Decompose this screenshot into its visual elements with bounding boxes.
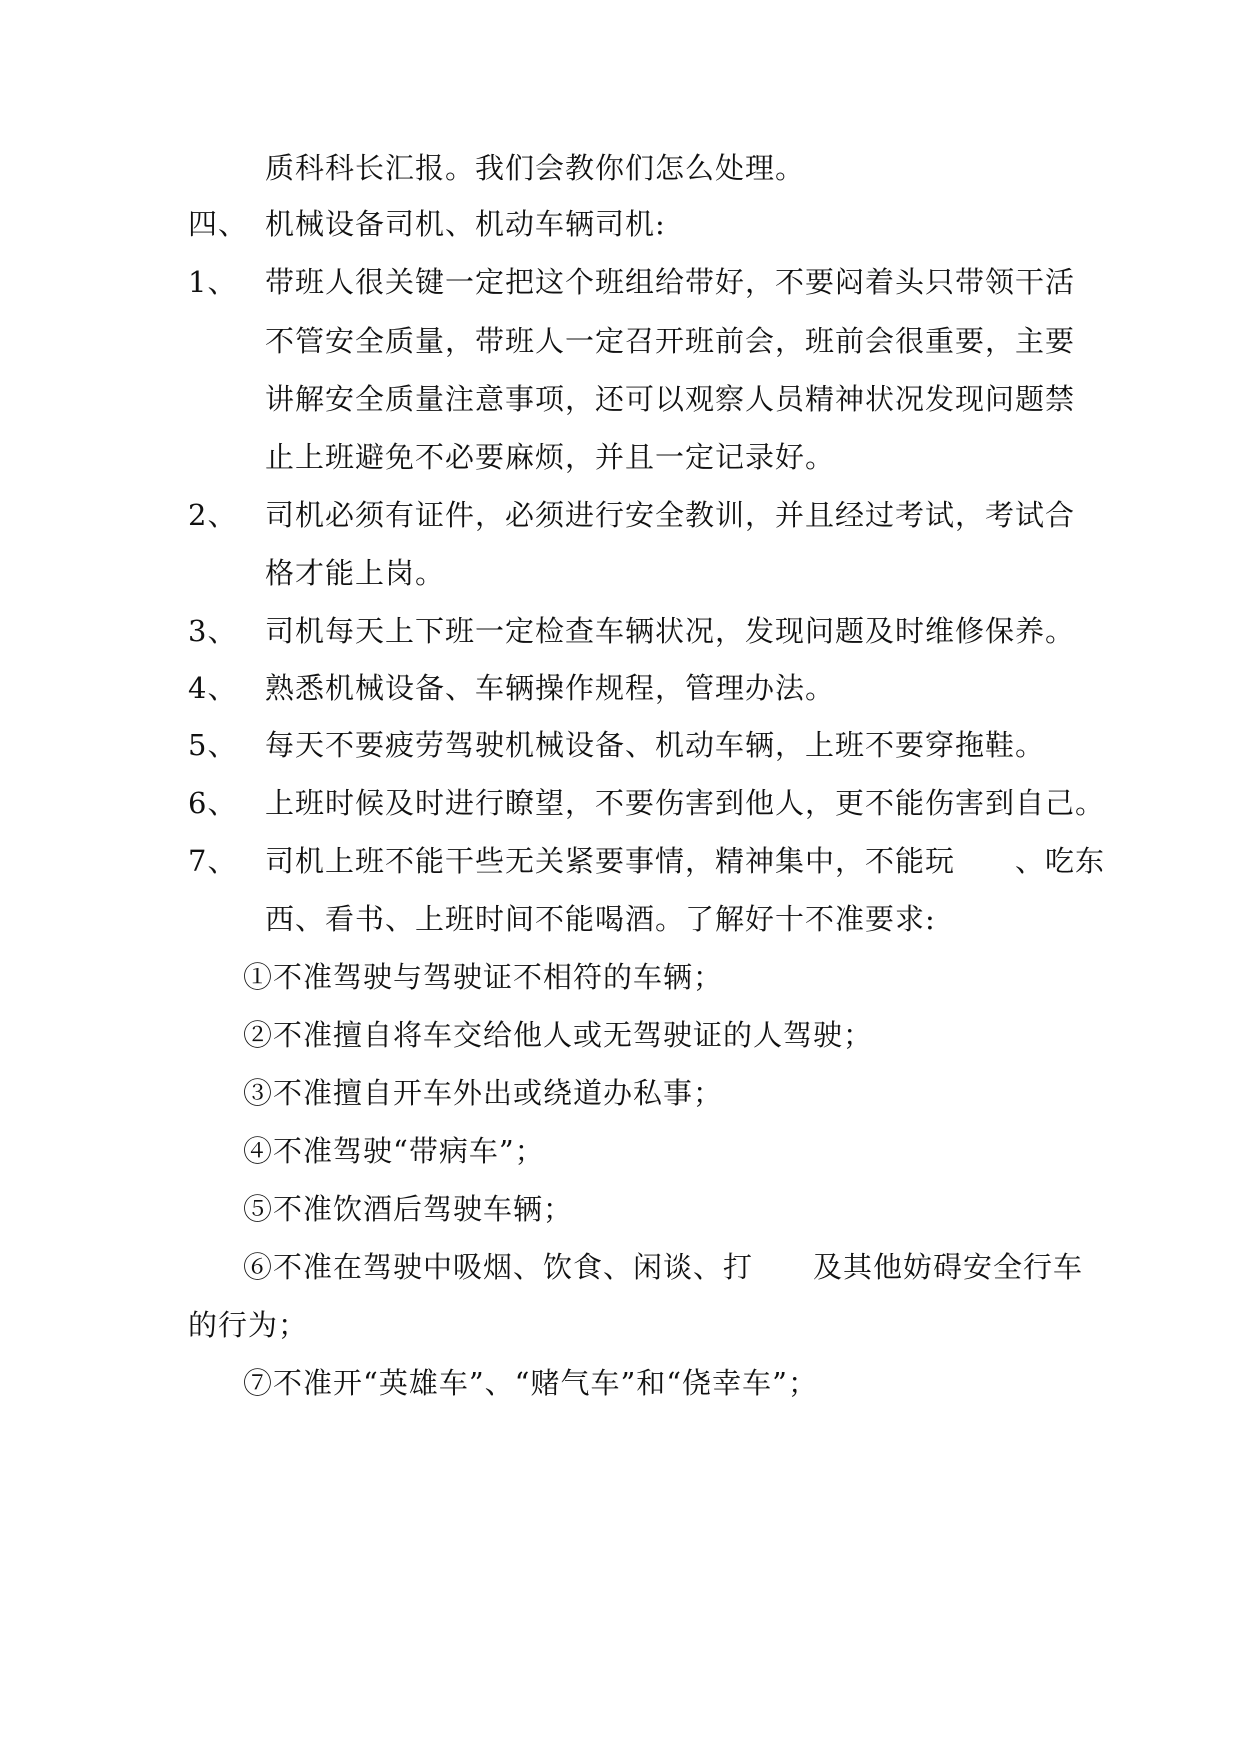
item-number: 5、 [188,728,238,762]
rule-item [243,957,723,997]
list-item-continuation [265,379,1075,419]
item-text: 止上班避免不必要麻烦，并且一定记录好。 [265,440,836,474]
rule-item [243,1247,1083,1287]
rule-text: ④不准驾驶“带病车”； [243,1134,545,1168]
rule-item [243,1363,818,1403]
rule-text: ⑥不准在驾驶中吸烟、饮食、闲谈、打 及其他妨碍安全行车 [243,1250,1084,1284]
rule-item [243,1073,723,1113]
paragraph-line [265,148,805,188]
rule-text: ②不准擅自将车交给他人或无驾驶证的人驾驶； [243,1018,874,1052]
item-text: 格才能上岗。 [265,556,446,590]
rule-item [243,1131,545,1171]
rule-item [243,1015,873,1055]
item-text: 熟悉机械设备、车辆操作规程，管理办法。 [265,671,836,705]
rule-text: 的行为； [188,1308,309,1342]
item-text: 讲解安全质量注意事项，还可以观察人员精神状况发现问题禁 [265,382,1076,416]
item-text: 每天不要疲劳驾驶机械设备、机动车辆，上班不要穿拖鞋。 [265,728,1046,762]
rule-text: ⑦不准开“英雄车”、“赌气车”和“侥幸车”； [243,1366,818,1400]
list-item [0,725,1241,765]
list-item [0,495,1241,535]
item-text: 上班时候及时进行瞭望，不要伤害到他人，更不能伤害到自己。 [265,786,1106,820]
list-item-continuation [265,437,835,477]
list-item-continuation [265,321,1075,361]
list-item [0,611,1241,651]
item-text: 不管安全质量，带班人一定召开班前会，班前会很重要，主要 [265,324,1076,358]
rule-item [243,1189,573,1229]
section-heading [0,204,1241,244]
list-item [0,841,1241,881]
line-text: 质科科长汇报。我们会教你们怎么处理。 [265,151,806,185]
item-number: 6、 [188,786,238,820]
item-number: 1、 [188,265,238,299]
item-text: 司机每天上下班一定检查车辆状况，发现问题及时维修保养。 [265,614,1076,648]
section-number: 四、 [188,207,249,241]
list-item [0,262,1241,302]
item-number: 2、 [188,498,238,532]
item-number: 4、 [188,671,238,705]
item-number: 7、 [188,844,238,878]
rule-text: ③不准擅自开车外出或绕道办私事； [243,1076,724,1110]
rule-item-continuation [188,1305,308,1345]
list-item-continuation [265,899,936,939]
list-item [0,783,1241,823]
section-title: 机械设备司机、机动车辆司机: [265,207,666,241]
rule-text: ①不准驾驶与驾驶证不相符的车辆； [243,960,724,994]
item-text: 司机必须有证件，必须进行安全教训，并且经过考试，考试合 [265,498,1076,532]
item-text: 司机上班不能干些无关紧要事情，精神集中，不能玩 、吃东 [265,844,1106,878]
item-number: 3、 [188,614,238,648]
rule-text: ⑤不准饮酒后驾驶车辆； [243,1192,574,1226]
list-item [0,668,1241,708]
item-text: 西、看书、上班时间不能喝酒。了解好十不准要求: [265,902,936,936]
item-text: 带班人很关键一定把这个班组给带好，不要闷着头只带领干活 [265,265,1076,299]
list-item-continuation [265,553,445,593]
